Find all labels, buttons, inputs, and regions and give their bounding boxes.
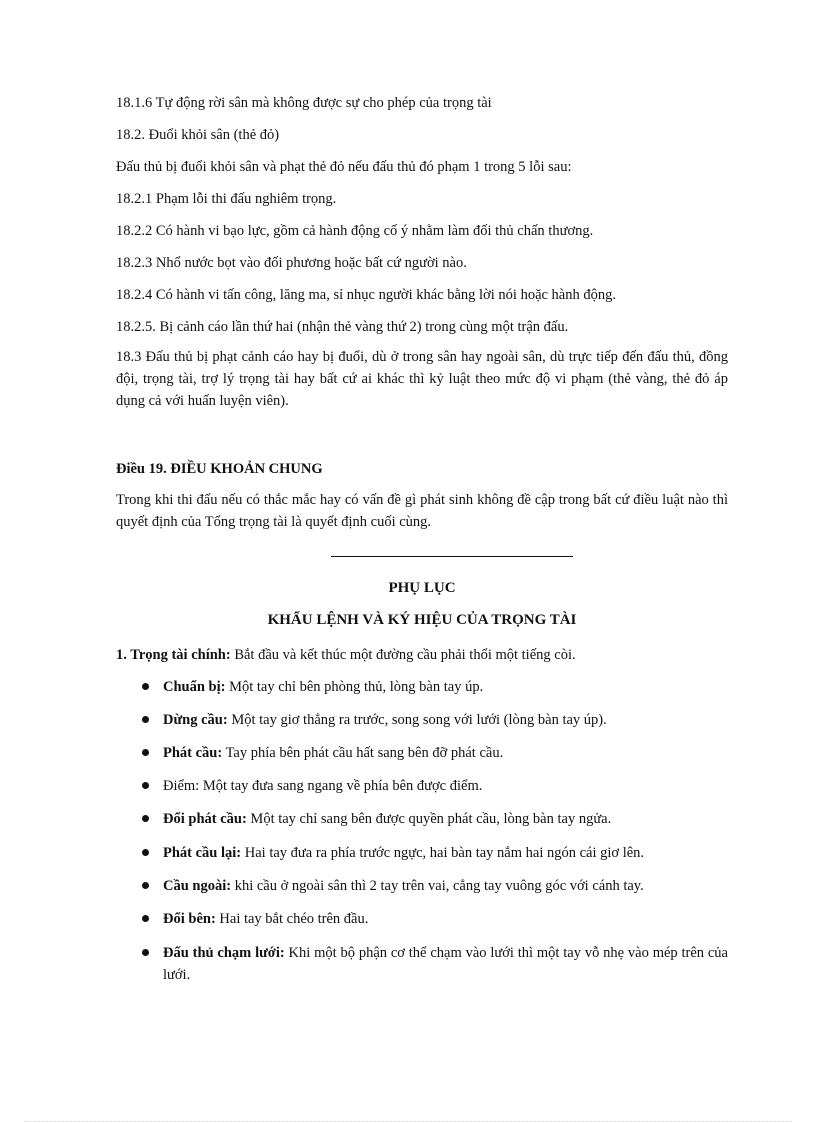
item-text: Điểm: Một tay đưa sang ngang về phía bên được điểm. [163,778,483,794]
bullet-icon [142,815,149,822]
item-text: Hai tay đưa ra phía trước ngực, hai bàn tay nắm hai ngón cái giơ lên. [241,845,645,861]
bullet-icon [142,882,149,889]
item-label: Dừng cầu: [163,712,228,728]
list-item [142,875,728,897]
list-item [142,908,728,930]
text-line-intro: Đấu thủ bị đuổi khỏi sân và phạt thẻ đỏ nếu đấu thủ đó phạm 1 trong 5 lỗi sau: [116,159,572,175]
text-line-18-2-4: 18.2.4 Có hành vi tấn công, lăng ma, sỉ nhục người khác bằng lời nói hoặc hành động. [116,287,616,303]
text-line-18-2: 18.2. Đuổi khỏi sân (thẻ đỏ) [116,127,280,143]
item-text: Hai tay bắt chéo trên đầu. [215,911,369,927]
item-label: Chuẩn bị: [163,679,226,695]
item-text: khi cầu ở ngoài sân thì 2 tay trên vai, cẳng tay vuông góc với cánh tay. [231,878,644,894]
item-text: Một tay chỉ bên phòng thủ, lòng bàn tay úp. [225,679,484,695]
item-label: Phát cầu: [163,745,223,761]
bullet-icon [142,749,149,756]
list-item [142,942,728,986]
list-item [142,775,728,797]
item-text: Tay phía bên phát cầu hất sang bên đỡ phát cầu. [222,745,504,761]
paragraph-18-3: 18.3 Đấu thủ bị phạt cảnh cáo hay bị đuổi, dù ở trong sân hay ngoài sân, dù trực tiếp đến đấu thủ, đồng đội, trọng tài, trợ lý trọng tài hay bất cứ ai khác thì kỷ luật theo mức độ vi phạm (thẻ vàng, thẻ đỏ áp dụng cả với huấn luyện viên). [116,349,728,409]
text-line-18-2-5: 18.2.5. Bị cảnh cáo lần thứ hai (nhận thẻ vàng thứ 2) trong cùng một trận đấu. [116,319,569,335]
bullet-icon [142,915,149,922]
text-line-18-1-6: 18.1.6 Tự động rời sân mà không được sự cho phép của trọng tài [116,95,492,111]
item-label: Đổi phát cầu: [163,811,247,827]
item-label: Phát cầu lại: [163,845,242,861]
bullet-icon [142,716,149,723]
bullet-icon [142,849,149,856]
appendix-title: PHỤ LỤC [388,580,456,596]
item-label: Đổi bên: [163,911,216,927]
item-text: Một tay chỉ sang bên được quyền phát cầu, lòng bàn tay ngửa. [246,811,612,827]
appendix-subtitle: KHẨU LỆNH VÀ KÝ HIỆU CỦA TRỌNG TÀI [267,612,577,628]
article-19-heading: Điều 19. ĐIỀU KHOẢN CHUNG [116,461,323,477]
item-label: Đấu thủ chạm lưới: [163,945,285,961]
page-bottom-edge [24,1121,792,1122]
item-label: Cầu ngoài: [163,878,232,894]
section-1-label: 1. Trọng tài chính: [116,647,231,663]
list-item [142,808,728,830]
text-line-18-2-2: 18.2.2 Có hành vi bạo lực, gồm cả hành động cố ý nhằm làm đối thủ chấn thương. [116,223,594,239]
list-item [142,742,728,764]
text-line-18-2-1: 18.2.1 Phạm lỗi thi đấu nghiêm trọng. [116,191,337,207]
bullet-icon [142,782,149,789]
bullet-icon [142,683,149,690]
list-item [142,676,728,698]
item-text: Một tay giơ thẳng ra trước, song song với lưới (lòng bàn tay úp). [227,712,607,728]
list-item [142,842,728,864]
section-1-text: Bắt đầu và kết thúc một đường cầu phải thổi một tiếng còi. [230,647,576,663]
article-19-body: Trong khi thi đấu nếu có thắc mắc hay có vấn đề gì phát sinh không đề cập trong bất cứ điều luật nào thì quyết định của Tổng trọng tài là quyết định cuối cùng. [116,492,728,530]
text-line-18-2-3: 18.2.3 Nhổ nước bọt vào đối phương hoặc bất cứ người nào. [116,255,467,271]
bullet-icon [142,949,149,956]
list-item [142,709,728,731]
section-1-line [116,646,576,664]
section-divider [331,556,573,557]
item-text: Khi một bộ phận cơ thể chạm vào lưới thì một tay vỗ nhẹ vào mép trên của lưới. [163,945,728,983]
